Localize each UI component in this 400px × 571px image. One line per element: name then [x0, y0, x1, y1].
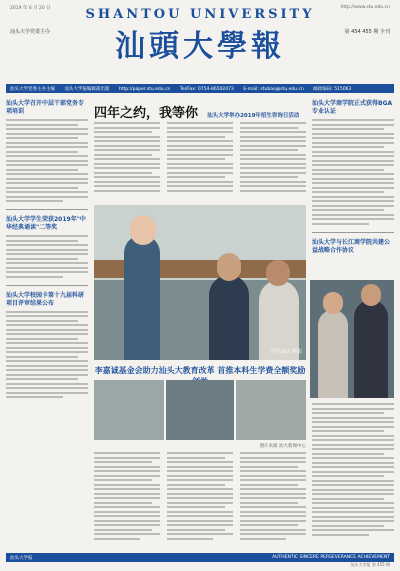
lead-photo: [94, 205, 306, 360]
photo-strip: [94, 380, 306, 440]
info-item: Tel/Fax: 0754-86502473: [179, 87, 234, 92]
side-photo: [310, 280, 394, 398]
thumbnail-photo: [166, 380, 234, 440]
right-body-bottom: [312, 403, 394, 538]
divider: [312, 232, 394, 233]
info-item: http://paper.stu.edu.cn: [118, 87, 171, 92]
photo-caption: 学生活动 摄影: [270, 349, 302, 355]
article-body: [312, 119, 394, 225]
divider: [6, 285, 88, 286]
website-text: http://www.stu.edu.cn: [340, 5, 390, 10]
photo-strip-caption: 图片来源 汕大新闻中心: [259, 444, 306, 449]
article-body: [6, 235, 88, 278]
issue-left: 汕头大学党委主办: [10, 29, 51, 35]
lead-body-col-3: [240, 122, 306, 194]
footer-bar: [6, 553, 394, 562]
lead-headline: [94, 102, 306, 121]
article-title: 汕头大学商学院正式获得BGA专业认证: [312, 100, 393, 115]
second-article-col-3: [240, 452, 306, 542]
info-item: 邮政编码: 515063: [313, 87, 352, 92]
masthead-english: SHANTOU UNIVERSITY: [85, 7, 315, 22]
info-item: E-mail: stubao@stu.edu.cn: [243, 87, 304, 92]
thumbnail-photo: [94, 380, 164, 440]
lead-body-col-2: [167, 122, 233, 194]
page-mark: 汕头大学报 第 455 期: [350, 562, 390, 567]
footer-motto: AUTHENTIC SINCERE PERSEVERANCE ACHIEVEMENT: [272, 555, 390, 560]
footer-left: 汕头大学报: [10, 556, 33, 561]
second-article-col-2: [167, 452, 233, 542]
issue-right: 第 454 455 期 全刊: [344, 29, 390, 35]
thumbnail-photo: [236, 380, 306, 440]
article-title: 汕头大学召开中层干部党务专项培训: [6, 100, 85, 115]
article-body: [6, 119, 88, 202]
lead-body-col-1: [94, 122, 160, 194]
headline-main: 四年之约，我等你: [94, 106, 199, 121]
info-item: 汕头大学报编辑部出版: [64, 87, 110, 92]
secondary-headline: 李嘉诚基金会助力汕头大教育改革 首推本科生学费全额奖励: [94, 366, 306, 375]
date-text: 2019 年 6 月 20 日: [10, 6, 51, 11]
article-body: [6, 311, 88, 399]
masthead-info-bar: [6, 84, 394, 93]
info-item: 汕头大学党委主办主编: [10, 87, 55, 92]
second-article-col-1: [94, 452, 160, 542]
headline-sub: 汕头大学举办2019年招生咨询日活动: [207, 113, 300, 119]
article-title: 汕头大学与长江商学院共建公益战略合作协议: [312, 238, 391, 254]
article-title: 汕头大学校园卡第十九届科研项目评审结果公布: [6, 291, 85, 307]
left-column: [6, 100, 88, 555]
masthead-chinese: 汕頭大學報: [115, 29, 285, 64]
article-title: 汕头大学学生荣获2019年"中华经典诵读"二等奖: [6, 216, 86, 231]
divider: [6, 209, 88, 210]
